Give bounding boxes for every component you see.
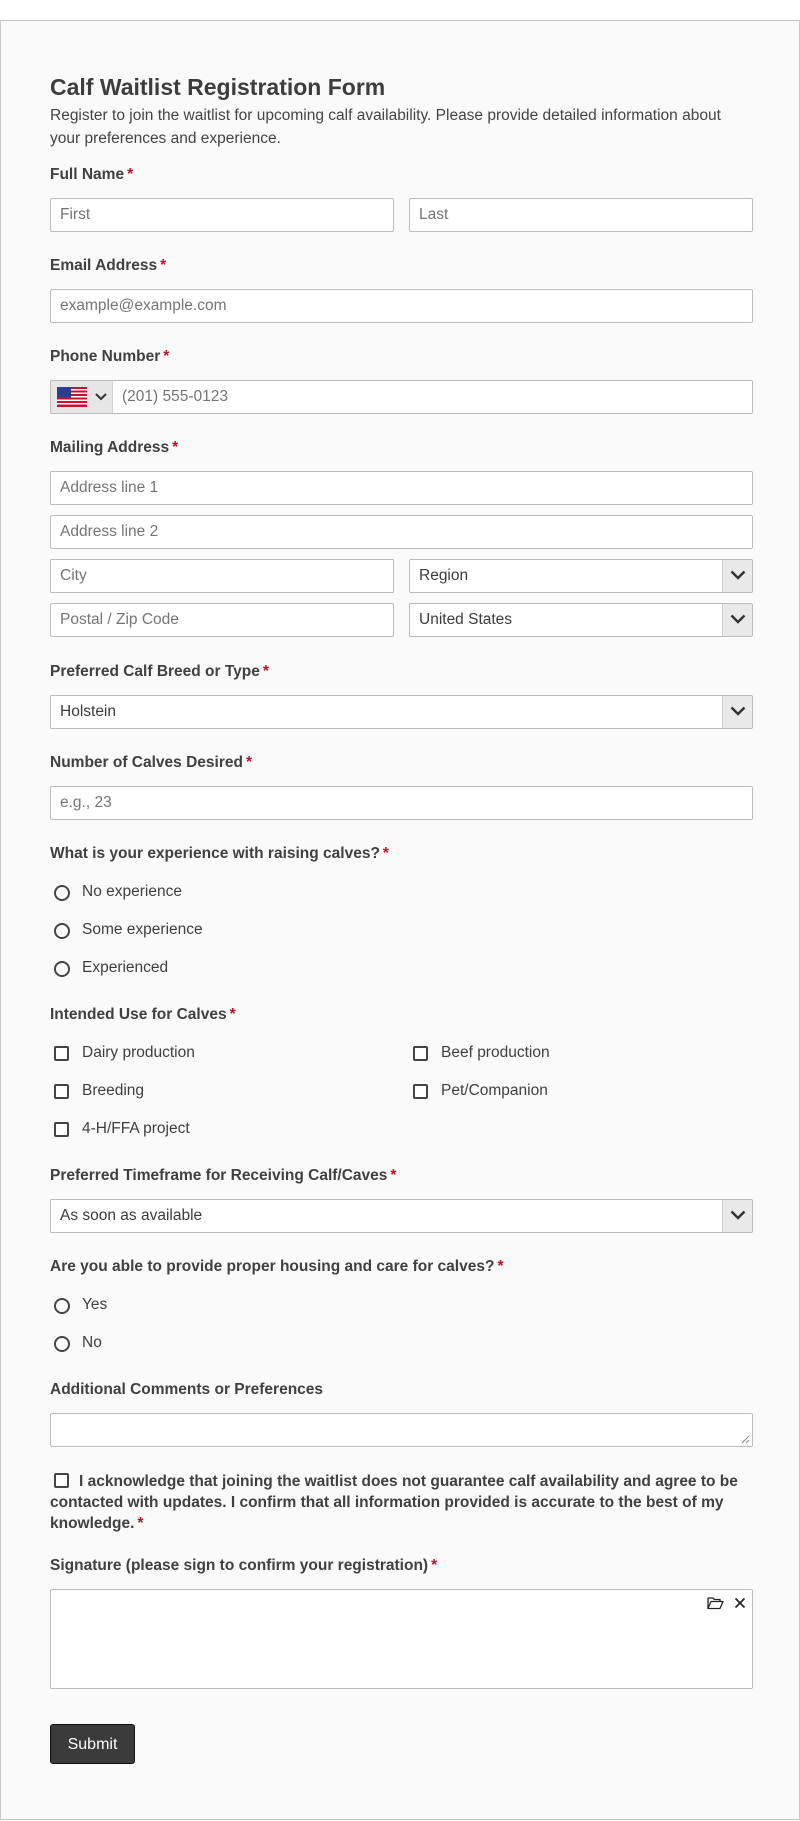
housing-label: Are you able to provide proper housing and care for calves? * — [50, 1258, 504, 1275]
radio-button[interactable] — [54, 961, 70, 977]
acknowledge-checkbox[interactable] — [54, 1473, 69, 1488]
radio-button[interactable] — [54, 923, 70, 939]
radio-button[interactable] — [54, 1298, 70, 1314]
chevron-down-icon — [730, 570, 746, 581]
experience-label: What is your experience with raising calves? * — [50, 845, 389, 862]
country-code-selector[interactable] — [51, 381, 113, 413]
form-title: Calf Waitlist Registration Form — [50, 74, 386, 100]
breed-select[interactable]: Holstein — [50, 695, 753, 729]
checkbox[interactable] — [54, 1122, 69, 1137]
timeframe-select[interactable]: As soon as available — [50, 1199, 753, 1233]
chevron-down-icon — [95, 393, 107, 401]
signature-label: Signature (please sign to confirm your registration) * — [50, 1557, 438, 1574]
use-option-pet[interactable]: Pet/Companion — [409, 1080, 709, 1104]
full-name-label: Full Name * — [50, 166, 134, 183]
intended-use-label: Intended Use for Calves * — [50, 1006, 236, 1023]
address-line1-input[interactable] — [50, 471, 753, 505]
experience-option-none[interactable]: No experience — [50, 881, 350, 905]
checkbox[interactable] — [413, 1046, 428, 1061]
breed-label: Preferred Calf Breed or Type * — [50, 663, 269, 680]
acknowledgement: I acknowledge that joining the waitlist does not guarantee calf availability and agree to be contacted with updates. I confirm that all information provided is accurate to the best of my knowledge. * — [50, 1473, 738, 1532]
folder-open-icon[interactable] — [707, 1596, 724, 1610]
phone-label: Phone Number * — [50, 348, 170, 365]
zip-input[interactable] — [50, 603, 394, 637]
us-flag-icon — [57, 387, 87, 407]
calf-count-label: Number of Calves Desired * — [50, 754, 253, 771]
country-select[interactable]: United States — [409, 603, 753, 637]
chevron-down-icon — [730, 706, 746, 717]
chevron-down-icon — [730, 614, 746, 625]
calf-count-input[interactable] — [50, 786, 753, 820]
address-label: Mailing Address * — [50, 439, 179, 456]
comments-label: Additional Comments or Preferences — [50, 1381, 324, 1398]
comments-textarea[interactable] — [50, 1413, 753, 1447]
radio-button[interactable] — [54, 885, 70, 901]
email-input[interactable] — [50, 289, 753, 323]
housing-option-yes[interactable]: Yes — [50, 1294, 350, 1318]
chevron-down-icon — [730, 1210, 746, 1221]
close-icon[interactable] — [734, 1597, 746, 1609]
checkbox[interactable] — [54, 1084, 69, 1099]
first-name-input[interactable] — [50, 198, 394, 232]
last-name-input[interactable] — [409, 198, 753, 232]
phone-input[interactable] — [113, 381, 752, 413]
region-select[interactable]: Region — [409, 559, 753, 593]
phone-field[interactable] — [50, 380, 753, 414]
checkbox[interactable] — [413, 1084, 428, 1099]
experience-option-some[interactable]: Some experience — [50, 919, 350, 943]
experience-option-experienced[interactable]: Experienced — [50, 957, 350, 981]
email-label: Email Address * — [50, 257, 167, 274]
city-input[interactable] — [50, 559, 394, 593]
radio-button[interactable] — [54, 1336, 70, 1352]
checkbox[interactable] — [54, 1046, 69, 1061]
form-description: Register to join the waitlist for upcoming calf availability. Please provide detailed information about your preferences and experience. — [50, 107, 721, 147]
timeframe-label: Preferred Timeframe for Receiving Calf/Caves * — [50, 1167, 397, 1184]
use-option-breeding[interactable]: Breeding — [50, 1080, 350, 1104]
resize-handle-icon[interactable] — [740, 1434, 750, 1444]
use-option-dairy[interactable]: Dairy production — [50, 1042, 350, 1066]
use-option-beef[interactable]: Beef production — [409, 1042, 709, 1066]
form-frame — [0, 20, 800, 1820]
address-line2-input[interactable] — [50, 515, 753, 549]
signature-pad[interactable] — [50, 1589, 753, 1689]
submit-button[interactable]: Submit — [50, 1724, 135, 1764]
housing-option-no[interactable]: No — [50, 1332, 350, 1356]
use-option-4h-ffa[interactable]: 4-H/FFA project — [50, 1118, 350, 1142]
